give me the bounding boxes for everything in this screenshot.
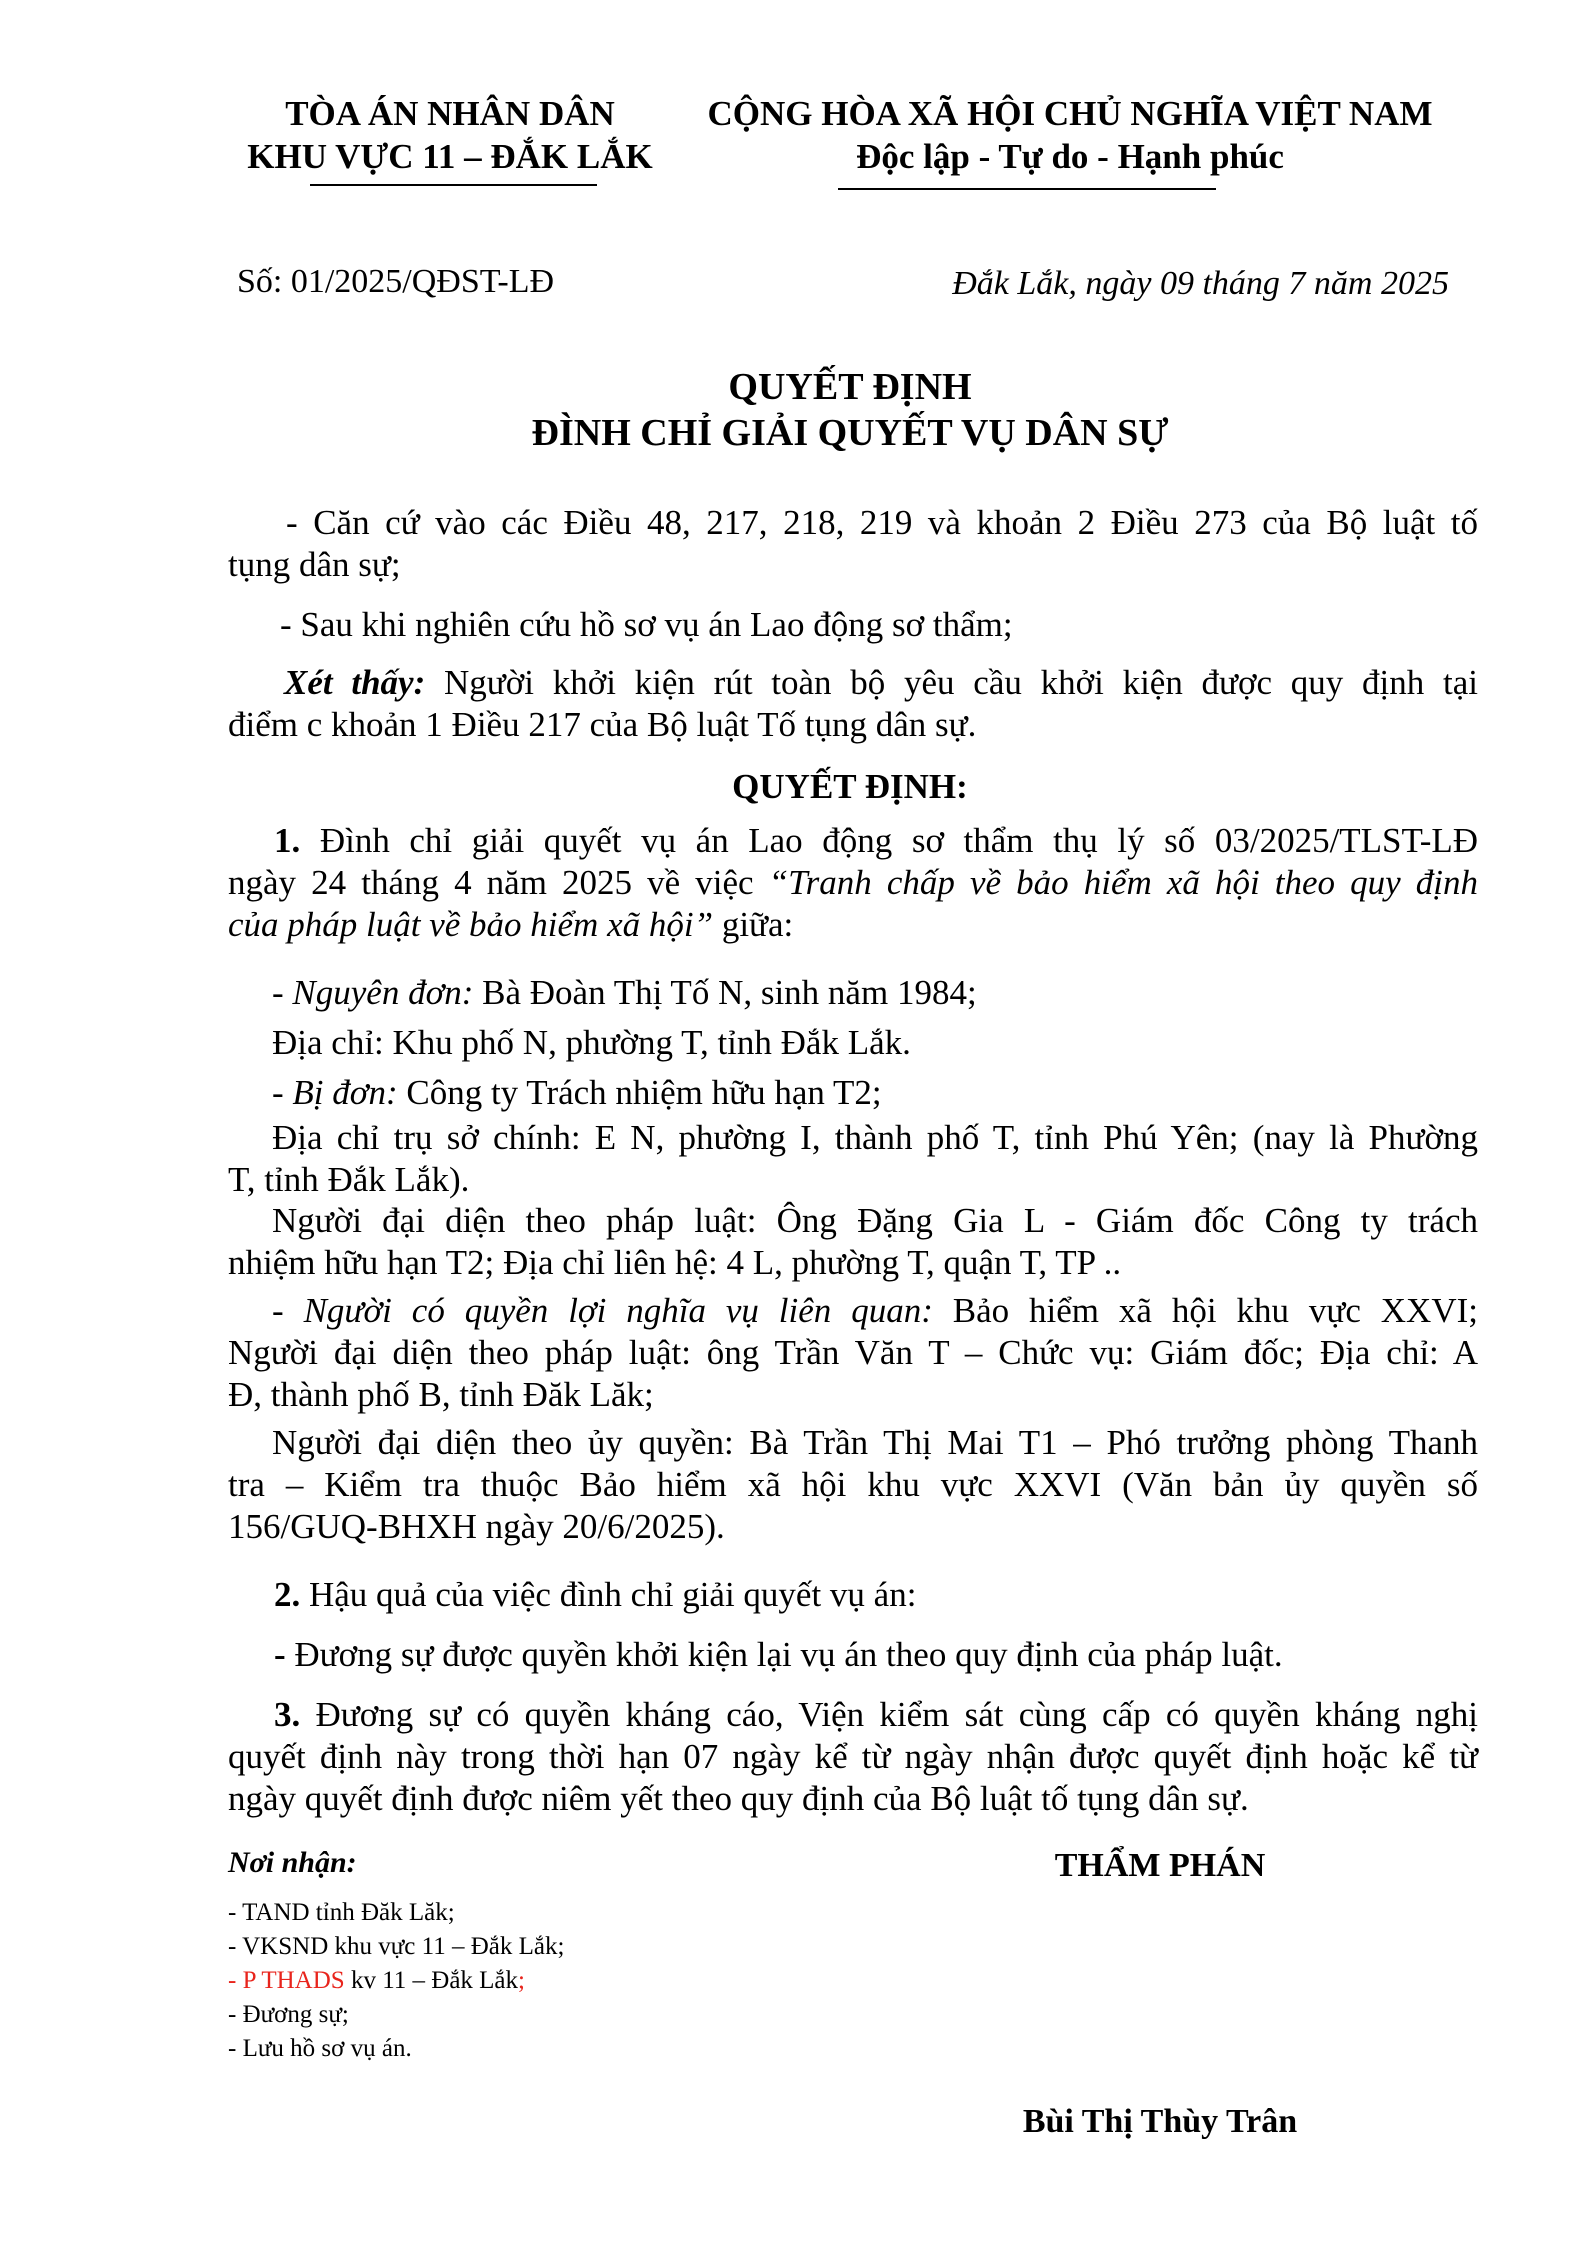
title-line-1: QUYẾT ĐỊNH [728,366,972,408]
place-and-date: Đắk Lắk, ngày 09 tháng 7 năm 2025 [952,265,1449,302]
recipient-3-red: - P THADS [228,1967,345,1994]
decision-heading: QUYẾT ĐỊNH: [732,767,968,806]
document-number: Số: 01/2025/QĐST-LĐ [237,263,555,300]
court-line-2: KHU VỰC 11 – ĐẮK LẮK [247,137,653,176]
basis-item-1b: tụng dân sự; [228,545,401,584]
d3-line-3: ngày quyết định được niêm yết theo quy định của Bộ luật tố tụng dân sự. [228,1779,1249,1818]
defendant-rep-2: nhiệm hữu hạn T2; Địa chỉ liên hệ: 4 L, phường T, quận T, TP .. [228,1243,1122,1282]
d1-text-a: Đình chỉ giải quyết vụ án Lao động sơ thẩm thụ lý số 03/2025/TLST-LĐ [300,821,1478,860]
d1-text-b2: “Tranh chấp về bảo hiểm xã hội theo quy định [768,863,1478,902]
motto-underline [838,188,1216,190]
defendant-representative [228,1200,1478,1284]
recipient-3 [228,1964,564,1998]
d2-number: 2. [274,1575,301,1614]
nation-line-1: CỘNG HÒA XÃ HỘI CHỦ NGHĨA VIỆT NAM [707,94,1433,133]
recipient-3-text: kv 11 – Đắk Lắk [344,1967,519,1994]
d2-dash: - [274,1635,286,1674]
defendant-address [228,1117,1478,1201]
court-name [220,92,680,178]
recipients-list [228,1896,564,2066]
d1-line-1 [228,820,1478,862]
defendant-rep-1: Người đại diện theo pháp luật: Ông Đặng Gia L - Giám đốc Công ty trách [272,1201,1478,1240]
nation-line-2: Độc lập - Tự do - Hạnh phúc [856,137,1284,176]
d1-line-3 [228,904,1478,946]
nation-motto [680,92,1460,178]
d1-line-2 [228,862,1478,904]
d1-number: 1. [274,821,301,860]
recipient-1: - TAND tỉnh Đăk Lăk; [228,1899,455,1926]
recipients-label: Nơi nhận: [228,1846,357,1879]
d3-number: 3. [274,1695,301,1734]
defendant-address-2: T, tỉnh Đắk Lắk). [228,1160,470,1199]
d2-text: Hậu quả của việc đình chỉ giải quyết vụ án: [300,1575,917,1614]
related-auth-1: Người đại diện theo ủy quyền: Bà Trần Thị Mai T1 – Phó trưởng phòng Thanh [272,1423,1478,1462]
recipient-3-semicolon: ; [518,1967,525,1994]
court-line-1: TÒA ÁN NHÂN DÂN [285,94,615,133]
d1-text-c2: giữa: [713,905,794,944]
plaintiff-text: Bà Đoàn Thị Tố N, sinh năm 1984; [473,973,977,1012]
d1-text-c1: của pháp luật về bảo hiểm xã hội” [228,905,714,944]
legal-basis [228,502,1478,586]
defendant-text: Công ty Trách nhiệm hữu hạn T2; [397,1073,882,1112]
basis-item-2: - Sau khi nghiên cứu hồ sơ vụ án Lao động sơ thẩm; [280,605,1013,644]
related-dash: - [272,1291,304,1330]
consideration-label: Xét thấy: [284,663,426,702]
plaintiff-label: Nguyên đơn: [292,973,474,1012]
d3-text-a: Đương sự có quyền kháng cáo, Viện kiểm sát cùng cấp có quyền kháng nghị [300,1695,1478,1734]
related-text: Bảo hiểm xã hội khu vực XXVI; [932,1291,1478,1330]
plaintiff-address: Địa chỉ: Khu phố N, phường T, tỉnh Đắk Lắk. [272,1023,911,1062]
decision-item-3 [228,1694,1478,1820]
consideration [228,662,1478,746]
recipient-5: - Lưu hồ sơ vụ án. [228,2035,412,2062]
d2-sub-text: Đương sự được quyền khởi kiện lại vụ án theo quy định của pháp luật. [285,1635,1283,1674]
document-title [0,364,1586,456]
related-auth-2: tra – Kiểm tra thuộc Bảo hiểm xã hội khu vực XXVI (Văn bản ủy quyền số [228,1465,1478,1504]
related-auth-3: 156/GUQ-BHXH ngày 20/6/2025). [228,1507,725,1546]
related-party [228,1290,1478,1416]
defendant-label: Bị đơn: [292,1073,398,1112]
plaintiff-dash: - [272,973,293,1012]
title-line-2: ĐÌNH CHỈ GIẢI QUYẾT VỤ DÂN SỰ [531,412,1169,454]
defendant [272,1072,1522,1114]
basis-item-1a: - Căn cứ vào các Điều 48, 217, 218, 219 và khoản 2 Điều 273 của Bộ luật tố [286,503,1478,542]
recipient-2: - VKSND khu vực 11 – Đắk Lắk; [228,1933,565,1960]
related-rep-1: Người đại diện theo pháp luật: ông Trần Văn T – Chức vụ: Giám đốc; Địa chỉ: A [228,1333,1478,1372]
defendant-dash: - [272,1073,293,1112]
related-rep-2: Đ, thành phố B, tỉnh Đăk Lăk; [228,1375,654,1414]
signature-name: Bùi Thị Thùy Trân [1022,2103,1298,2140]
plaintiff [272,972,1522,1014]
court-underline [310,184,597,186]
d1-text-b1: ngày 24 tháng 4 năm 2025 về việc [228,863,769,902]
related-line-1 [228,1290,1478,1332]
defendant-address-1: Địa chỉ trụ sở chính: E N, phường I, thành phố T, tỉnh Phú Yên; (nay là Phường [272,1118,1478,1157]
recipient-4: - Đương sự; [228,2001,349,2028]
d3-line-2: quyết định này trong thời hạn 07 ngày kể từ ngày nhận được quyết định hoặc kể từ [228,1737,1478,1776]
decision-item-2-sub [274,1634,1524,1676]
consideration-text-1: Người khởi kiện rút toàn bộ yêu cầu khởi kiện được quy định tại [425,663,1478,702]
related-label: Người có quyền lợi nghĩa vụ liên quan: [303,1291,933,1330]
signature-role: THẨM PHÁN [1054,1847,1266,1884]
related-authorized [228,1422,1478,1548]
consideration-line-2: điểm c khoản 1 Điều 217 của Bộ luật Tố tụng dân sự. [228,705,977,744]
decision-item-1 [228,820,1478,946]
consideration-line-1 [228,662,1478,704]
d3-line-1 [228,1694,1478,1736]
decision-item-2 [274,1574,1524,1616]
